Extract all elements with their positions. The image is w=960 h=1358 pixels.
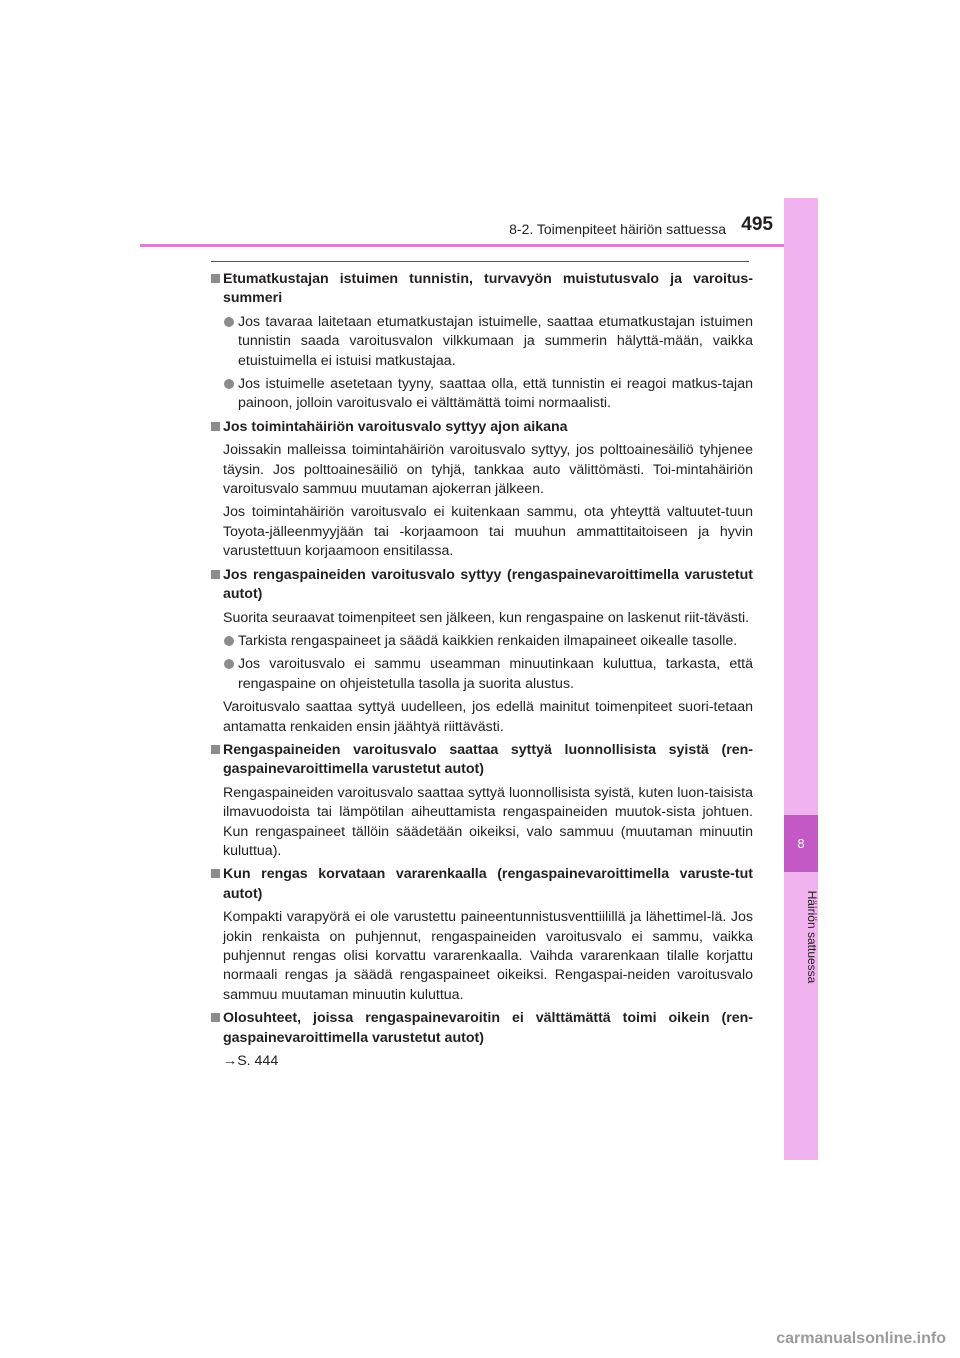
section-tire-pressure-light — [211, 566, 753, 737]
paragraph: Jos toimintahäiriön varoitusvalo ei kuitenkaan sammu, ota yhteyttä valtuutet-tuun Toyota-jälleenmyyjään tai -korjaamoon tai muuhun ammattitaitoiseen ja hyvin varustettuun korjaamoon ensitilassa. — [223, 504, 753, 560]
list-item-text: Jos istuimelle asetetaan tyyny, saattaa olla, että tunnistin ei reagoi matkus-tajan painoon, jolloin varoitusvalo ei välttämättä toimi normaalisti. — [238, 376, 753, 412]
paragraph: Joissakin malleissa toimintahäiriön varoitusvalo syttyy, jos polttoainesäiliö tyhjenee täysin. Jos polttoainesäiliö on tyhjä, tankkaa auto välittömästi. Toi-mintahäiriön varoitusvalo sammuu muutaman ajokerran jälkeen. — [223, 442, 753, 498]
chapter-label: Häiriön sattuessa — [805, 890, 819, 984]
list-item — [211, 313, 753, 371]
section-heading-text: Rengaspaineiden varoitusvalo saattaa syttyä luonnollisista syistä (ren-gaspainevaroittimella varustetut autot) — [223, 741, 753, 778]
list-item — [211, 632, 753, 651]
paragraph: Varoitusvalo saattaa syttyä uudelleen, jos edellä mainitut toimenpiteet suori-tetaan antamatta renkaiden ensin jäähtyä riittävästi. — [223, 699, 753, 735]
section-spare-tire — [211, 865, 753, 1005]
content-top-rule — [211, 261, 749, 262]
section-heading — [211, 865, 753, 904]
square-bullet-icon — [211, 745, 220, 754]
section-heading-text: Etumatkustajan istuimen tunnistin, turvavyön muistutusvalo ja varoitus-summeri — [223, 271, 753, 307]
section-conditions — [211, 1009, 753, 1071]
list-item-text: Tarkista rengaspaineet ja säädä kaikkien renkaiden ilmapaineet oikealle tasolle. — [238, 632, 738, 649]
section-malfunction-light — [211, 418, 753, 562]
list-item-text: Jos tavaraa laitetaan etumatkustajan istuimelle, saattaa etumatkustajan istuimen tunnistin saada varoitusvalon vilkkumaan ja summerin hälyttä-mään, vaikka etuistuimella ei istuisi matkustajaa. — [238, 313, 753, 369]
list-item — [211, 655, 753, 694]
watermark: carmanualsonline.info — [776, 1330, 946, 1347]
page-reference-link[interactable]: →S. 444 — [223, 1053, 279, 1070]
list-item-text: Jos varoitusvalo ei sammu useamman minuutinkaan kuluttua, tarkasta, että rengaspaine on ohjeistetulla tasolla ja suorita alustus. — [238, 656, 753, 692]
section-seat-sensor — [211, 270, 753, 414]
paragraph: Kompakti varapyörä ei ole varustettu paineentunnistusventtiilillä ja lähettimel-lä. Jos jokin renkaista on puhjennut, rengaspaineiden varoitusvalo ei sammu, vaikka puhjennut rengas olisi korvattu vararenkaalla. Vaihda vararenkaan tilalle korjattu normaali rengas ja säädä rengaspaineet oikeiksi. Rengaspai-neiden varoitusvalo sammuu muutaman minuutin kuluttua. — [223, 909, 753, 1003]
section-heading — [211, 741, 753, 780]
section-heading-text: Jos rengaspaineiden varoitusvalo syttyy (rengaspainevaroittimella varustetut autot) — [223, 566, 753, 603]
page-header — [140, 212, 818, 244]
page-content — [211, 266, 753, 1071]
page-number: 495 — [741, 214, 773, 235]
list-item — [211, 375, 753, 414]
square-bullet-icon — [211, 274, 220, 283]
section-heading — [211, 1009, 753, 1048]
section-heading — [211, 566, 753, 605]
paragraph: Rengaspaineiden varoitusvalo saattaa syttyä luonnollisista syistä, kuten luon-taisista ilmavuodoista tai lämpötilan aiheuttamista rengaspaineiden muutok-sista johtuen. Kun rengaspaineet tällöin säädetään oikeiksi, valo sammuu (muutaman minuutin kuluttua). — [223, 784, 753, 859]
round-bullet-icon — [224, 636, 234, 646]
square-bullet-icon — [211, 422, 220, 431]
square-bullet-icon — [211, 570, 220, 579]
header-rule — [140, 244, 818, 247]
square-bullet-icon — [211, 869, 220, 878]
section-heading — [211, 270, 753, 309]
chapter-side-tab — [784, 198, 818, 1160]
section-heading-text: Jos toimintahäiriön varoitusvalo syttyy ajon aikana — [223, 418, 568, 435]
section-heading — [211, 418, 753, 437]
section-natural-causes — [211, 741, 753, 861]
round-bullet-icon — [224, 317, 234, 327]
header-section-title: 8-2. Toimenpiteet häiriön sattuessa — [509, 221, 726, 237]
round-bullet-icon — [224, 659, 234, 669]
section-heading-text: Olosuhteet, joissa rengaspainevaroitin ei välttämättä toimi oikein (ren-gaspainevaroittimella varustetut autot) — [223, 1010, 753, 1046]
section-heading-text: Kun rengas korvataan vararenkaalla (rengaspainevaroittimella varuste-tut autot) — [223, 866, 753, 902]
round-bullet-icon — [224, 379, 234, 389]
paragraph: Suorita seuraavat toimenpiteet sen jälkeen, kun rengaspaine on laskenut riit-tävästi. — [223, 609, 750, 626]
square-bullet-icon — [211, 1013, 220, 1022]
chapter-number: 8 — [784, 815, 818, 872]
